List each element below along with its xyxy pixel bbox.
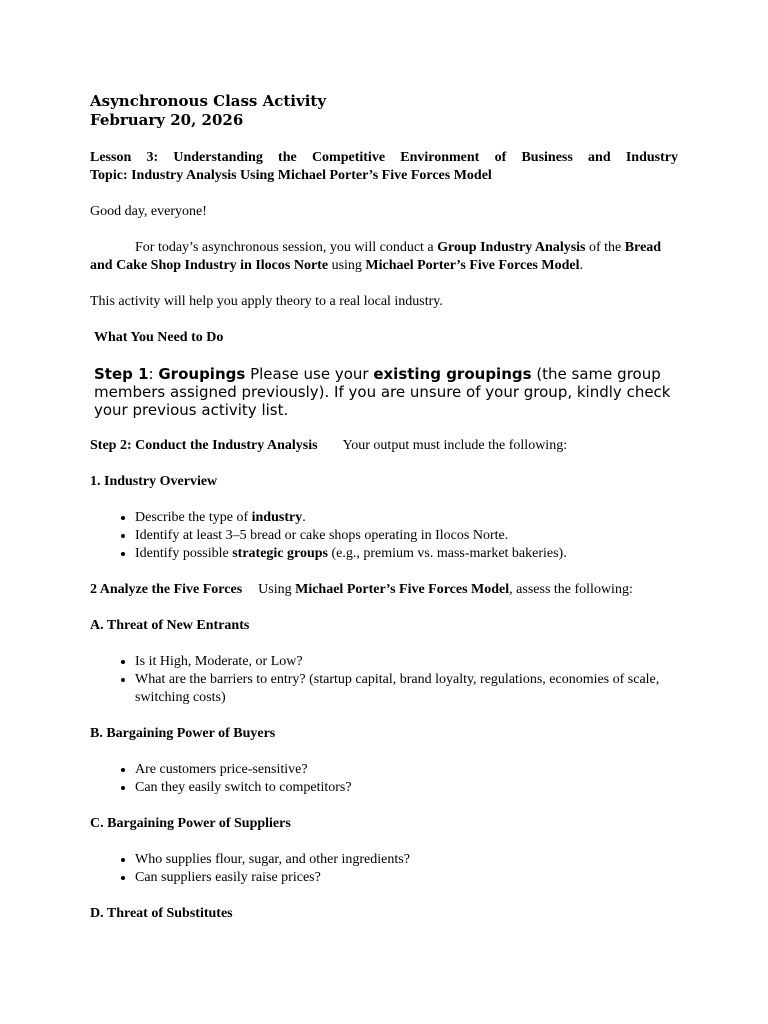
buyers-power-list [90, 761, 678, 797]
list-item: • Can they easily switch to competitors? [135, 779, 678, 797]
document-page [90, 92, 678, 923]
step1-paragraph: Step 1: Groupings Please use your existing groupings (the same group members assigned previously). If you are unsure of your group, kindly check your previous activity list. [94, 365, 671, 419]
industry-overview-list [90, 509, 678, 563]
what-you-need-heading: What You Need to Do [94, 330, 224, 345]
list-item: • What are the barriers to entry? (startup capital, brand loyalty, regulations, economies of scale, switching costs) [135, 671, 678, 707]
step2-heading: Step 2: Conduct the Industry Analysis [90, 438, 318, 453]
list-item: • Identify possible strategic groups (e.g., premium vs. mass-market bakeries). [135, 545, 678, 563]
threat-substitutes-heading: D. Threat of Substitutes [90, 906, 233, 921]
list-item: • Is it High, Moderate, or Low? [135, 653, 678, 671]
intro-paragraph: For today’s asynchronous session, you will conduct a Group Industry Analysis of the Bread and Cake Shop Industry in Ilocos Norte using Michael Porter’s Five Forces Model. [90, 240, 662, 273]
list-item: • Are customers price-sensitive? [135, 761, 678, 779]
industry-overview-heading: 1. Industry Overview [90, 474, 218, 489]
step2-paragraph [90, 437, 678, 455]
suppliers-power-list [90, 851, 678, 887]
activity-date: February 20, 2026 [90, 111, 244, 129]
activity-title: Asynchronous Class Activity [90, 92, 327, 110]
list-item: • Can suppliers easily raise prices? [135, 869, 678, 887]
greeting: Good day, everyone! [90, 204, 207, 219]
threat-new-entrants-heading: A. Threat of New Entrants [90, 618, 250, 633]
buyers-power-heading: B. Bargaining Power of Buyers [90, 726, 276, 741]
lesson-topic: Topic: Industry Analysis Using Michael Porter’s Five Forces Model [90, 168, 492, 183]
list-item: • Identify at least 3–5 bread or cake shops operating in Ilocos Norte. [135, 527, 678, 545]
purpose-paragraph: This activity will help you apply theory to a real local industry. [90, 294, 443, 309]
list-item: • Describe the type of industry. [135, 509, 678, 527]
step2-text: Your output must include the following: [342, 438, 568, 453]
threat-new-entrants-list [90, 653, 678, 707]
suppliers-power-heading: C. Bargaining Power of Suppliers [90, 816, 291, 831]
five-forces-paragraph: 2 Analyze the Five Forces Using Michael Porter’s Five Forces Model, assess the following: [90, 582, 633, 597]
list-item: • Who supplies flour, sugar, and other ingredients? [135, 851, 678, 869]
lesson-title: Lesson 3: Understanding the Competitive Environment of Business and Industry [90, 150, 678, 165]
five-forces-heading: 2 Analyze the Five Forces [90, 582, 243, 597]
